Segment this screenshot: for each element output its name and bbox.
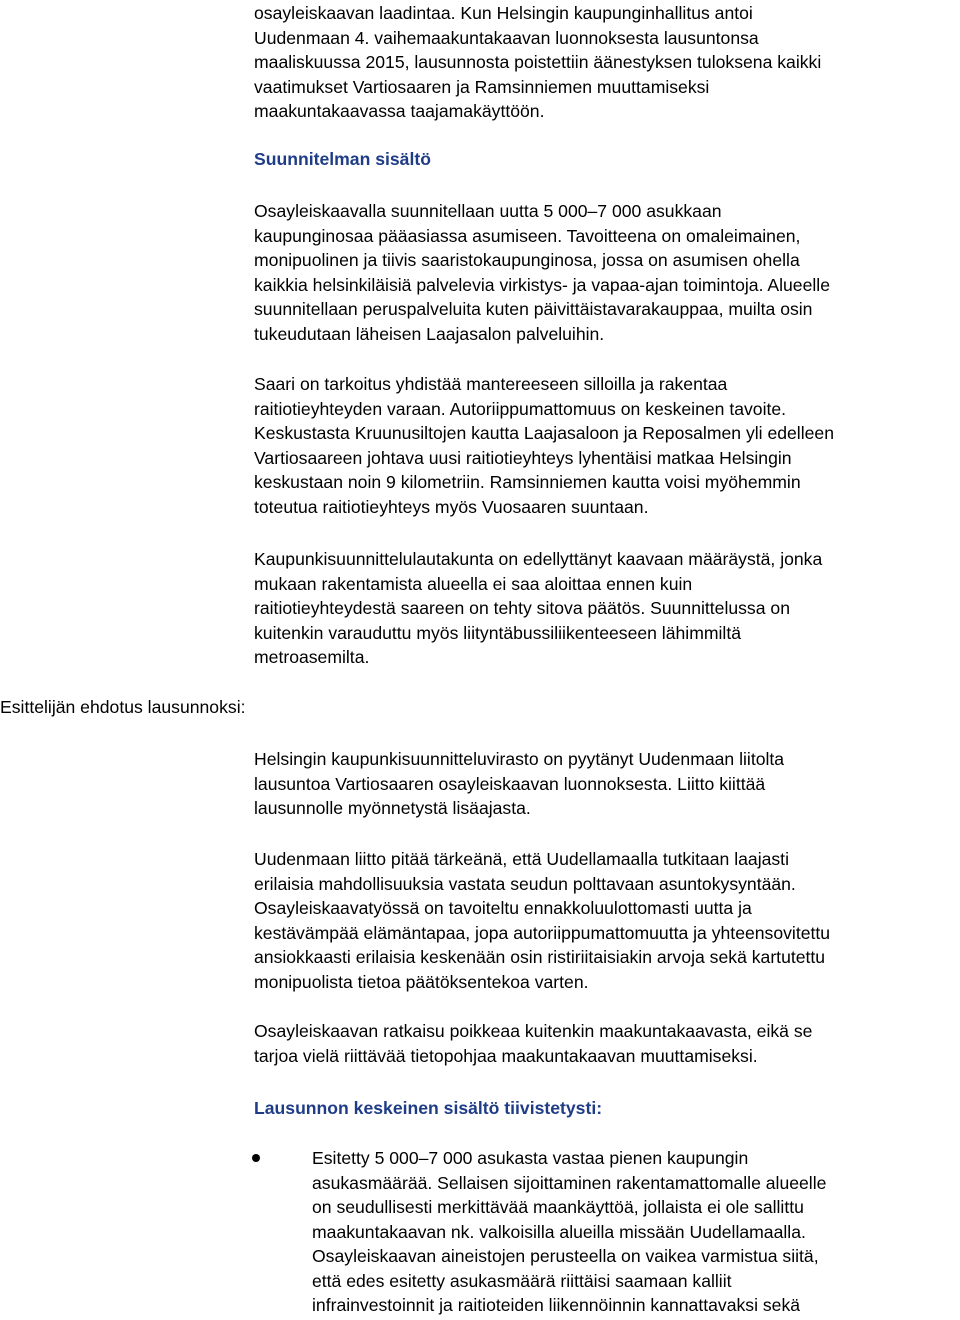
proposal-paragraph: [254, 1019, 812, 1068]
text-line: raitiotieyhteyden varaan. Autoriippumattomuus on keskeinen tavoite.: [254, 398, 787, 419]
text-line: tukeudutaan läheisen Laajasalon palveluihin.: [254, 323, 605, 344]
intro-paragraph: [254, 1, 821, 124]
text-line: Vartiosaareen johtava uusi raitiotieyhteys lyhentäisi matkaa Helsingin: [254, 447, 792, 468]
text-line: monipuolista tietoa päätöksentekoa varten.: [254, 971, 589, 992]
text-line: Esitetty 5 000–7 000 asukasta vastaa pienen kaupungin: [312, 1148, 749, 1168]
text-line: metroasemilta.: [254, 647, 370, 667]
text-line: maakuntakaavan nk. valkoisilla alueilla missään Uudellamaalla.: [312, 1221, 806, 1242]
text-line: lausunnolle myönnetystä lisäajasta.: [254, 798, 531, 818]
text-line: Kaupunkisuunnittelulautakunta on edellyttänyt kaavaan määräystä, jonka: [254, 549, 823, 569]
text-line: mukaan rakentamista alueella ei saa aloittaa ennen kuin: [254, 573, 693, 594]
text-line: monipuolinen ja tiivis saaristokaupunginosa, jossa on asumisen ohella: [254, 250, 800, 270]
text-line: kaikkia helsinkiläisiä palvelevia virkistys- ja vapaa-ajan toimintoja. Alueelle: [254, 274, 830, 295]
text-line: tarjoa vielä riittävää tietopohjaa maakuntakaavan muuttamiseksi.: [254, 1045, 758, 1066]
text-line: kestävämpää elämäntapaa, jopa autoriippumattomuutta ja yhteensovitettu: [254, 922, 831, 943]
text-line: kuitenkin varauduttu myös liityntäbussiliikenteeseen lähimmiltä: [254, 622, 741, 643]
text-line: Osayleiskaavan ratkaisu poikkeaa kuitenkin maakuntakaavasta, eikä se: [254, 1021, 813, 1041]
text-line: Keskustasta Kruunusiltojen kautta Laajasaloon ja Reposalmen yli edelleen: [254, 423, 834, 443]
text-line: Uudenmaan liitto pitää tärkeänä, että Uudellamaalla tutkitaan laajasti: [254, 849, 789, 869]
text-line: Osayleiskaavalla suunnitellaan uutta 5 000–7 000 asukkaan: [254, 201, 722, 221]
text-line: infrainvestoinnit ja raitioteiden liikennöinnin kannattavaksi sekä: [312, 1295, 801, 1315]
text-line: että edes esitetty asukasmäärä riittäisi saamaan kalliit: [312, 1270, 732, 1291]
text-line: suunnitellaan peruspalveluita kuten päivittäistavarakauppaa, muilta osin: [254, 299, 813, 319]
proposal-paragraph: [254, 747, 784, 821]
text-line: osayleiskaavan laadintaa. Kun Helsingin kaupunginhallitus antoi: [254, 3, 753, 23]
summary-heading: Lausunnon keskeinen sisältö tiivistetysti:: [254, 1098, 603, 1118]
text-line: maakuntakaavassa taajamakäyttöön.: [254, 101, 545, 121]
text-line: asukasmäärää. Sellaisen sijoittaminen rakentamattomalle alueelle: [312, 1172, 827, 1193]
proposal-paragraph: [254, 847, 830, 994]
text-line: Osayleiskaavan aineistojen perusteella on vaikea varmistua siitä,: [312, 1246, 819, 1266]
section-heading: Suunnitelman sisältö: [254, 149, 431, 169]
content-paragraph: [254, 199, 830, 346]
text-line: ansiokkaasti erilaisia keskenään osin ristiriitaisiakin arvoja sekä kartutettu: [254, 947, 826, 967]
text-line: lausuntoa Vartiosaaren osayleiskaavan luonnoksesta. Liitto kiittää: [254, 773, 766, 794]
content-paragraph: [254, 547, 822, 670]
content-paragraph: [254, 372, 834, 519]
text-line: vaatimukset Vartiosaaren ja Ramsinniemen muuttamiseksi: [254, 76, 710, 97]
proposal-label: Esittelijän ehdotus lausunnoksi:: [0, 697, 246, 717]
text-line: Helsingin kaupunkisuunnitteluvirasto on pyytänyt Uudenmaan liitolta: [254, 749, 785, 769]
text-line: Uudenmaan 4. vaihemaakuntakaavan luonnoksesta lausuntonsa: [254, 27, 759, 48]
bullet-dot-icon: [252, 1154, 260, 1162]
text-line: keskustaan noin 9 kilometriin. Ramsinniemen kautta voisi myöhemmin: [254, 472, 801, 492]
text-line: erilaisia mahdollisuuksia vastata seudun polttavaan asuntokysyntään.: [254, 873, 796, 894]
text-line: Saari on tarkoitus yhdistää mantereeseen silloilla ja rakentaa: [254, 374, 728, 394]
text-line: kaupunginosaa pääasiassa asumiseen. Tavoitteena on omaleimainen,: [254, 225, 801, 246]
text-line: Osayleiskaavatyössä on tavoiteltu ennakkoluulottomasti uutta ja: [254, 898, 752, 918]
text-line: raitiotieyhteydestä saareen on tehty sitova päätös. Suunnittelussa on: [254, 598, 790, 618]
bullet-item: [312, 1146, 826, 1318]
text-line: maaliskuussa 2015, lausunnosta poistettiin äänestyksen tuloksena kaikki: [254, 52, 822, 72]
text-line: toteutua raitiotieyhteys myös Vuosaaren suuntaan.: [254, 496, 649, 517]
text-line: on seudullisesti merkittävää maankäyttöä, jollaista ei ole sallittu: [312, 1197, 804, 1217]
